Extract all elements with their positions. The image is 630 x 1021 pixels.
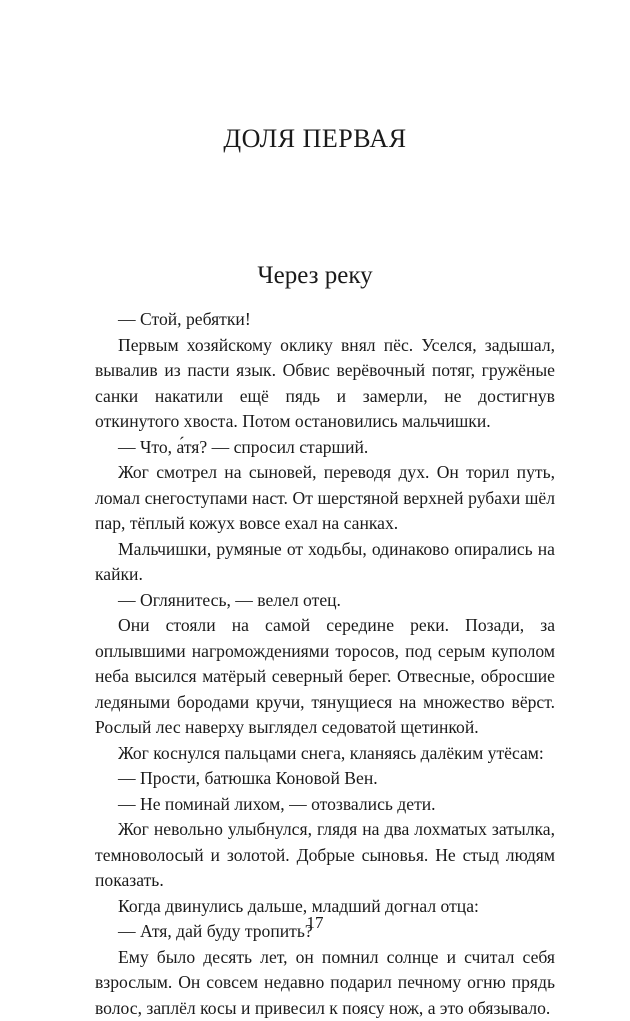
paragraph: Жог смотрел на сыновей, переводя дух. Он торил путь, ломал снегоступами наст. От шерстяной верхней рубахи шёл пар, тёплый кожух вовсе ехал на санках. — [95, 460, 555, 537]
paragraph: — Не поминай лихом, — отозвались дети. — [95, 792, 555, 818]
page-number: 17 — [0, 913, 630, 933]
paragraph: Когда двинулись дальше, младший догнал отца: — [95, 894, 555, 920]
paragraph: — Что, а́тя? — спросил старший. — [95, 435, 555, 461]
paragraph: — Стой, ребятки! — [95, 307, 555, 333]
part-title: ДОЛЯ ПЕРВАЯ — [0, 124, 630, 154]
chapter-title: Через реку — [0, 262, 630, 290]
paragraph: Ему было десять лет, он помнил солнце и считал себя взрослым. Он совсем недавно подарил печному огню прядь волос, заплёл косы и привесил к поясу нож, а это обязывало. — [95, 945, 555, 1021]
paragraph: Жог невольно улыбнулся, глядя на два лохматых затылка, темноволосый и золотой. Добрые сыновья. Не стыд людям показать. — [95, 817, 555, 894]
paragraph: — Прости, батюшка Коновой Вен. — [95, 766, 555, 792]
paragraph: Они стояли на самой середине реки. Позади, за оплывшими нагромождениями торосов, под серым куполом неба высился матёрый северный берег. Отвесные, обросшие ледяными бородами кручи, тянущиеся на множество вёрст. Рослый лес наверху выглядел седоватой щетинкой. — [95, 613, 555, 741]
paragraph: Мальчишки, румяные от ходьбы, одинаково опирались на кайки. — [95, 537, 555, 588]
paragraph: Жог коснулся пальцами снега, кланяясь далёким утёсам: — [95, 741, 555, 767]
paragraph: — Атя, дай буду тропить? — [95, 919, 555, 945]
paragraph: — Оглянитесь, — велел отец. — [95, 588, 555, 614]
paragraph: Первым хозяйскому оклику внял пёс. Уселся, задышал, вывалив из пасти язык. Обвис верёвочный потяг, гружёные санки накатили ещё пядь и замерли, не достигнув откинутого хвоста. Потом остановились мальчишки. — [95, 333, 555, 435]
